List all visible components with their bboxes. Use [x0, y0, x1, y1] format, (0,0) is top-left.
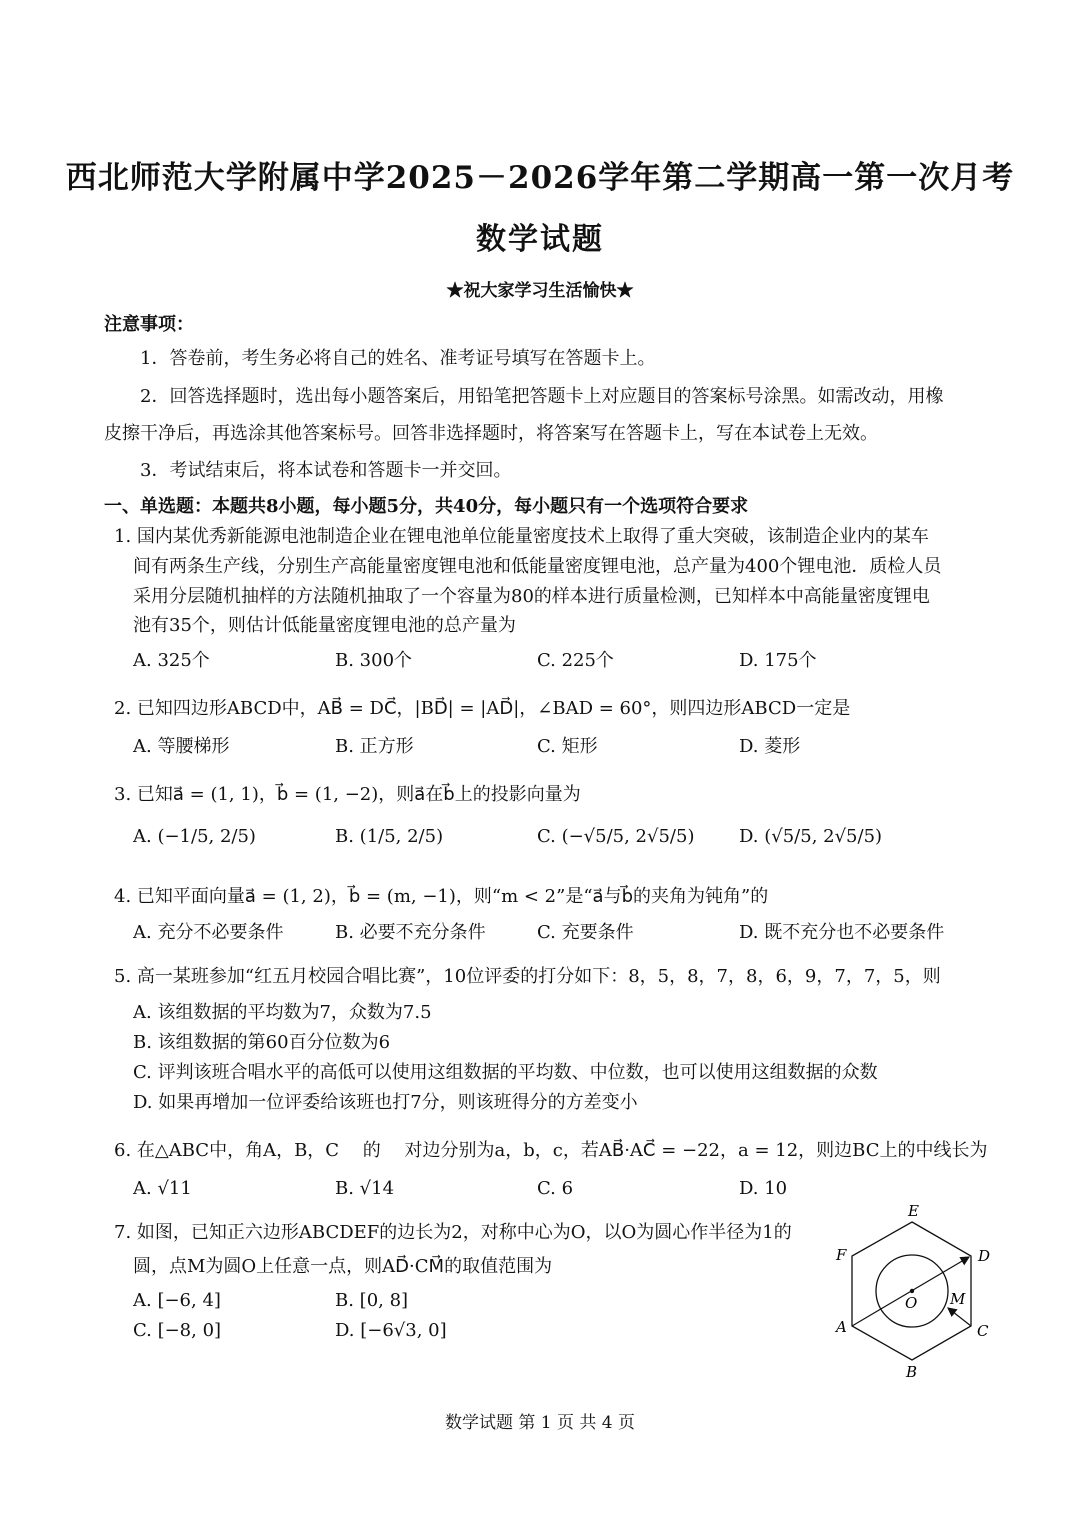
option-c: C. [−8, 0] [133, 1320, 222, 1341]
question-line: 1. 国内某优秀新能源电池制造企业在锂电池单位能量密度技术上取得了重大突破，该制造企业内的某车 [114, 526, 929, 547]
question-line: 间有两条生产线，分别生产高能量密度锂电池和低能量密度锂电池，总产量为400个锂电池．质检人员 [133, 556, 942, 577]
vector-cm [948, 1308, 971, 1326]
question-line: 4. 已知平面向量a⃗ = (1, 2)，b⃗ = (m, −1)，则“m < 2”是“a⃗与b⃗的夹角为钝角”的 [114, 886, 769, 907]
option-c: C. 矩形 [537, 736, 598, 757]
option-b: B. √14 [335, 1178, 395, 1199]
question-line: 7. 如图，已知正六边形ABCDEF的边长为2，对称中心为O，以O为圆心作半径为1的 [114, 1222, 792, 1243]
note-item: 2．回答选择题时，选出每小题答案后，用铅笔把答题卡上对应题目的答案标号涂黑。如需改动，用橡 [140, 386, 944, 407]
option-a: A. √11 [133, 1178, 192, 1199]
page-subtitle: 数学试题 [476, 222, 604, 257]
option-d: D. (√5/5, 2√5/5) [739, 826, 883, 847]
question-line: 采用分层随机抽样的方法随机抽取了一个容量为80的样本进行质量检测，已知样本中高能量密度锂电 [133, 586, 930, 607]
option-a: A. 充分不必要条件 [133, 922, 284, 943]
motto: ★祝大家学习生活愉快★ [446, 281, 634, 301]
option-a: A. 该组数据的平均数为7，众数为7.5 [133, 1002, 432, 1023]
option-d: D. [−6√3, 0] [335, 1320, 447, 1341]
note-item: 皮擦干净后，再选涂其他答案标号。回答非选择题时，将答案写在答题卡上，写在本试卷上无效。 [104, 423, 878, 444]
option-c: C. 225个 [537, 650, 614, 671]
note-item: 3．考试结束后，将本试卷和答题卡一并交回。 [140, 460, 512, 481]
option-c: C. 充要条件 [537, 922, 634, 943]
question-line: 5. 高一某班参加“红五月校园合唱比赛”，10位评委的打分如下：8，5，8，7，8，6，9，7，7，5，则 [114, 966, 941, 987]
question-line: 6. 在△ABC中，角A，B，C 的 对边分别为a，b，c，若AB⃗·AC⃗ = −22，a = 12，则边BC上的中线长为 [114, 1140, 988, 1161]
option-b: B. 该组数据的第60百分位数为6 [133, 1032, 391, 1053]
option-a: A. 等腰梯形 [133, 736, 230, 757]
label-o: O [905, 1294, 918, 1312]
label-f: F [836, 1246, 847, 1264]
option-b: B. 必要不充分条件 [335, 922, 486, 943]
label-m: M [950, 1290, 966, 1308]
option-d: D. 10 [739, 1178, 788, 1199]
question-line: 池有35个，则估计低能量密度锂电池的总产量为 [133, 615, 516, 636]
label-e: E [908, 1202, 919, 1220]
question-line: 2. 已知四边形ABCD中，AB⃗ = DC⃗，|BD⃗| = |AD⃗|，∠BAD = 60°，则四边形ABCD一定是 [114, 698, 851, 719]
question-line: 3. 已知a⃗ = (1, 1)，b⃗ = (1, −2)，则a⃗在b⃗上的投影向量为 [114, 784, 581, 805]
option-b: B. 正方形 [335, 736, 414, 757]
label-d: D [978, 1247, 991, 1265]
label-b: B [906, 1363, 918, 1380]
page-title: 西北师范大学附属中学2025－2026学年第二学期高一第一次月考 [65, 160, 1015, 196]
option-b: B. 300个 [335, 650, 413, 671]
notes-heading: 注意事项： [104, 314, 194, 335]
option-b: B. [0, 8] [335, 1290, 409, 1311]
hexagon-diagram [830, 1200, 1000, 1380]
label-a: A [836, 1318, 847, 1336]
label-c: C [977, 1322, 989, 1340]
option-d: D. 既不充分也不必要条件 [739, 922, 945, 943]
option-b: B. (1/5, 2/5) [335, 826, 444, 847]
option-d: D. 175个 [739, 650, 817, 671]
hexagon-figure [830, 1200, 1000, 1384]
option-a: A. (−1/5, 2/5) [133, 826, 256, 847]
page-footer: 数学试题 第 1 页 共 4 页 [444, 1413, 636, 1433]
option-c: C. 评判该班合唱水平的高低可以使用这组数据的平均数、中位数，也可以使用这组数据的众数 [133, 1062, 878, 1083]
option-a: A. [−6, 4] [133, 1290, 221, 1311]
option-c: C. (−√5/5, 2√5/5) [537, 826, 695, 847]
option-a: A. 325个 [133, 650, 210, 671]
option-c: C. 6 [537, 1178, 574, 1199]
option-d: D. 如果再增加一位评委给该班也打7分，则该班得分的方差变小 [133, 1092, 638, 1113]
note-item: 1．答卷前，考生务必将自己的姓名、准考证号填写在答题卡上。 [140, 348, 656, 369]
section-heading: 一、单选题：本题共8小题，每小题5分，共40分，每小题只有一个选项符合要求 [104, 496, 749, 517]
question-line: 圆，点M为圆O上任意一点，则AD⃗·CM⃗的取值范围为 [133, 1256, 553, 1277]
option-d: D. 菱形 [739, 736, 801, 757]
